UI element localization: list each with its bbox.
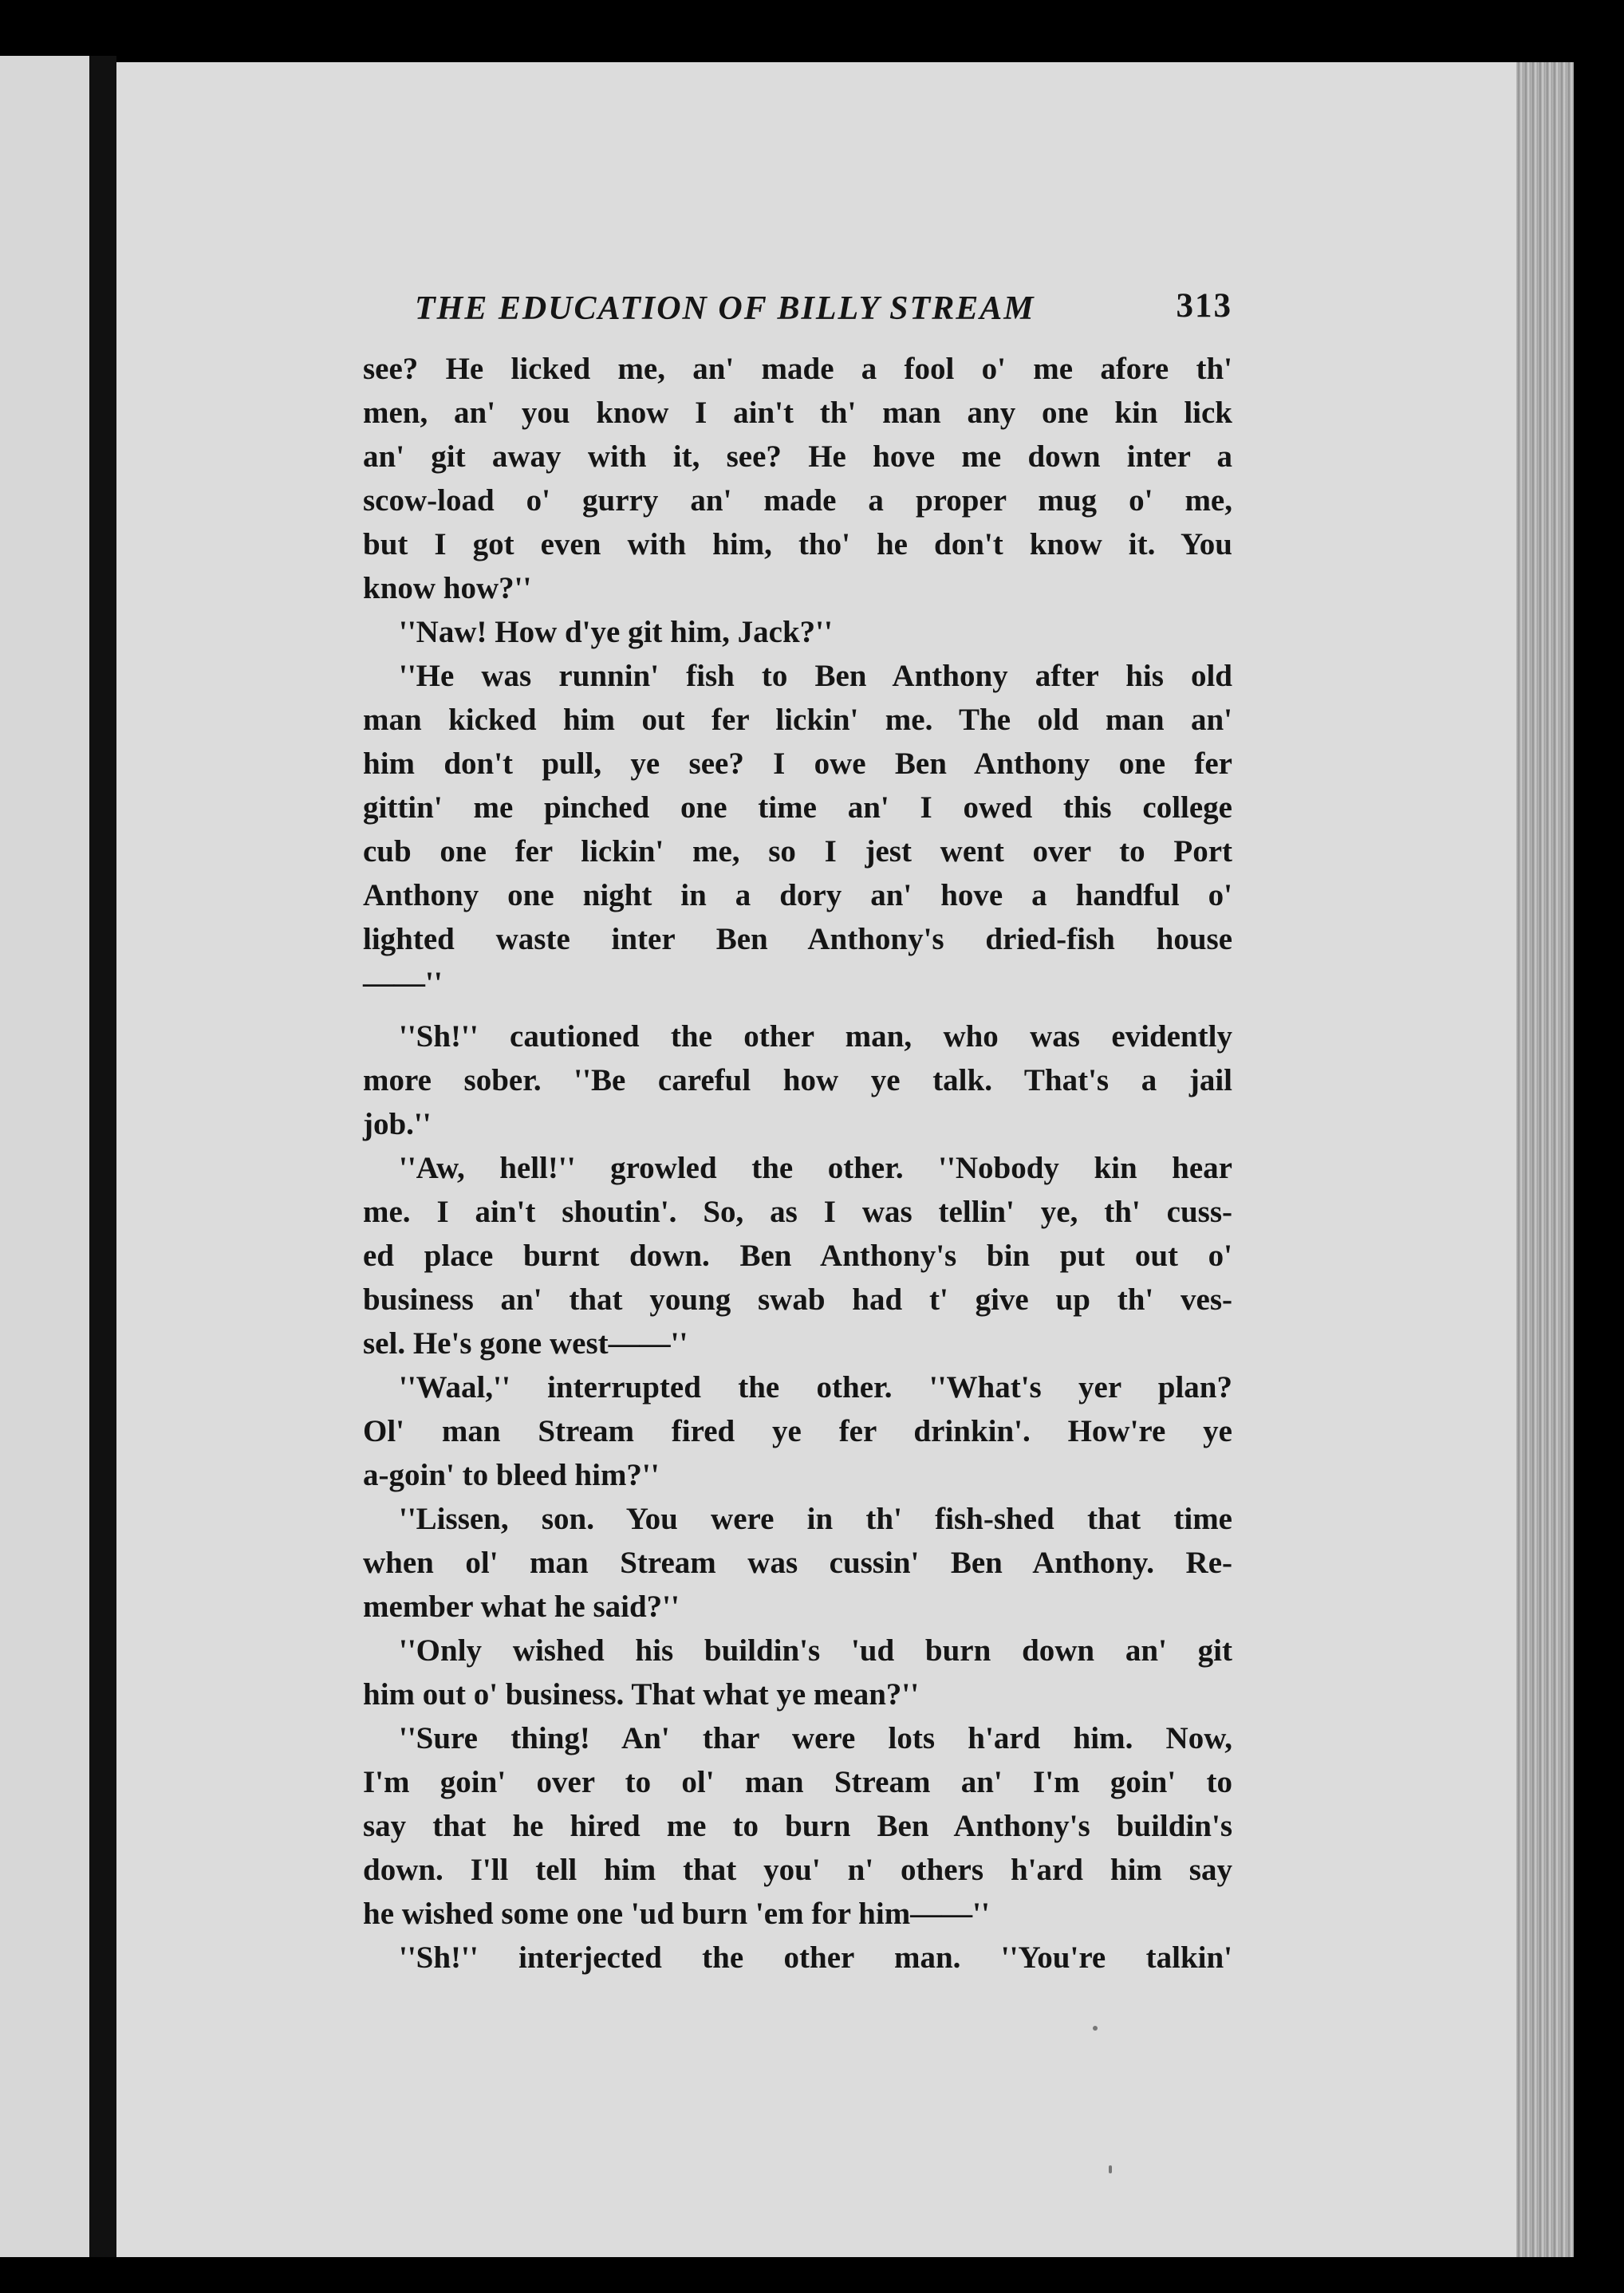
book-gutter [89, 56, 116, 2257]
text-line: say that he hired me to burn Ben Anthony's buildin's [363, 1809, 1232, 1843]
text-line: know how?'' [363, 571, 532, 605]
text-line: ——'' [363, 966, 443, 1000]
text-line: him don't pull, ye see? I owe Ben Anthony one fer [363, 747, 1232, 781]
text-line: ''Sh!'' cautioned the other man, who was evidently [399, 1019, 1232, 1054]
text-line: gittin' me pinched one time an' I owed this college [363, 790, 1232, 825]
text-line: business an' that young swab had t' give up th' ves- [363, 1282, 1232, 1317]
text-line: man kicked him out fer lickin' me. The old man an' [363, 703, 1232, 737]
text-line: ''Only wished his buildin's 'ud burn down an' git [399, 1633, 1232, 1668]
paper-speck [1109, 2165, 1112, 2173]
page-number: 313 [1176, 287, 1232, 325]
text-line: member what he said?'' [363, 1590, 680, 1624]
text-line: a-goin' to bleed him?'' [363, 1458, 660, 1492]
text-line: Ol' man Stream fired ye fer drinkin'. How're ye [363, 1414, 1232, 1448]
text-line: ed place burnt down. Ben Anthony's bin put out o' [363, 1239, 1232, 1273]
text-line: I'm goin' over to ol' man Stream an' I'm goin' to [363, 1765, 1232, 1799]
text-line: but I got even with him, tho' he don't know it. You [363, 527, 1232, 561]
text-line: ''Sure thing! An' thar were lots h'ard him. Now, [399, 1721, 1232, 1755]
text-line: ''Lissen, son. You were in th' fish-shed that time [399, 1502, 1232, 1536]
text-line: men, an' you know I ain't th' man any one kin lick [363, 396, 1232, 430]
text-line: more sober. ''Be careful how ye talk. That's a jail [363, 1063, 1232, 1097]
text-line: job.'' [363, 1107, 432, 1141]
text-line: ''Waal,'' interrupted the other. ''What's yer plan? [399, 1370, 1232, 1405]
text-line: ''He was runnin' fish to Ben Anthony after his old [399, 659, 1232, 693]
text-line: ''Aw, hell!'' growled the other. ''Nobody kin hear [399, 1151, 1232, 1185]
page-stack-edge [1516, 62, 1574, 2257]
text-line: he wished some one 'ud burn 'em for him——'' [363, 1897, 990, 1931]
text-line: him out o' business. That what ye mean?'' [363, 1677, 920, 1712]
facing-page-edge [0, 56, 89, 2257]
text-line: ''Naw! How d'ye git him, Jack?'' [399, 615, 833, 649]
text-line: see? He licked me, an' made a fool o' me afore th' [363, 352, 1232, 386]
text-line: cub one fer lickin' me, so I jest went over to Port [363, 834, 1232, 869]
text-line: ''Sh!'' interjected the other man. ''You're talkin' [399, 1940, 1232, 1975]
running-head [363, 275, 1232, 347]
text-line: an' git away with it, see? He hove me down inter a [363, 439, 1232, 474]
text-line: when ol' man Stream was cussin' Ben Anthony. Re- [363, 1546, 1232, 1580]
scan-border [1574, 62, 1624, 2257]
paper-speck [1093, 2026, 1098, 2031]
text-line: down. I'll tell him that you' n' others h'ard him say [363, 1853, 1232, 1887]
text-line: lighted waste inter Ben Anthony's dried-fish house [363, 922, 1232, 956]
text-line: me. I ain't shoutin'. So, as I was tellin' ye, th' cuss- [363, 1195, 1232, 1229]
text-line: sel. He's gone west——'' [363, 1326, 688, 1361]
page-text [363, 275, 1232, 1980]
text-line: Anthony one night in a dory an' hove a handful o' [363, 878, 1232, 912]
body-text [363, 347, 1232, 1980]
text-line: scow-load o' gurry an' made a proper mug o' me, [363, 483, 1232, 518]
running-title: THE EDUCATION OF BILLY STREAM [415, 290, 1035, 327]
